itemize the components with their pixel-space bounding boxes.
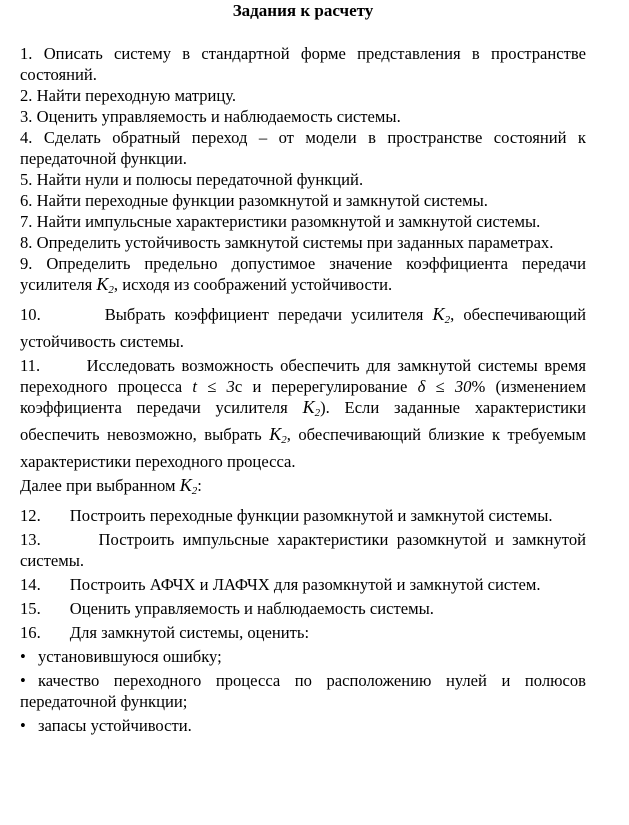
bullet-icon: • <box>20 647 26 666</box>
list-item-15: 15. Оценить управляемость и наблюдаемость системы. <box>20 599 434 618</box>
document-page <box>20 0 586 736</box>
k2-symbol: $K_2$ <box>302 397 321 419</box>
list-item-2: 2. Найти переходную матрицу. <box>20 86 237 105</box>
overshoot-condition: δ ≤ 30 <box>417 377 472 396</box>
k2-symbol: $K_2$ <box>432 304 451 326</box>
k2-symbol: $K_2$ <box>96 274 114 296</box>
spacer <box>20 26 586 43</box>
bullet-item: • запасы устойчивости. <box>20 716 192 735</box>
list-item-10: 10. Выбрать коэффициент передачи усилителя $K_2$, обеспечивающий устойчивость системы. <box>20 304 586 351</box>
list-item-12: 12. Построить переходные функции разомкнутой и замкнутой системы. <box>20 506 553 525</box>
time-condition: t ≤ 3 <box>192 377 235 396</box>
list-item-8: 8. Определить устойчивость замкнутой системы при заданных параметрах. <box>20 233 554 252</box>
list-item-14: 14. Построить АФЧХ и ЛАФЧХ для разомкнутой и замкнутой систем. <box>20 575 541 594</box>
list-item-13: 13. Построить импульсные характеристики разомкнутой и замкнутой системы. <box>20 530 586 570</box>
k2-symbol: $K_2$ <box>179 475 198 497</box>
list-item-6: 6. Найти переходные функции разомкнутой и замкнутой системы. <box>20 191 488 210</box>
page-title: Задания к расчету <box>232 1 374 20</box>
list-item-3: 3. Оценить управляемость и наблюдаемость системы. <box>20 107 401 126</box>
list-item-5: 5. Найти нули и полюсы передаточной функций. <box>20 170 364 189</box>
list-item-1: 1. Описать систему в стандартной форме представления в пространстве состояний. <box>20 44 586 84</box>
bullet-icon: • <box>20 671 26 690</box>
list-item-16: 16. Для замкнутой системы, оценить: <box>20 623 310 642</box>
list-item-7: 7. Найти импульсные характеристики разомкнутой и замкнутой системы. <box>20 212 541 231</box>
further-line: Далее при выбранном $K_2$: <box>20 475 202 497</box>
bullet-icon: • <box>20 716 26 735</box>
list-item-4: 4. Сделать обратный переход – от модели в пространстве состояний к передаточной функции. <box>20 128 586 168</box>
bullet-item: • установившуюся ошибку; <box>20 647 222 666</box>
list-item-9: 9. Определить предельно допустимое значение коэффициента передачи усилителя $K_2$, исходя из соображений устойчивости. <box>20 254 586 296</box>
list-item-11: 11. Исследовать возможность обеспечить для замкнутой системы время переходного процесса t ≤ 3с и перерегулирование δ ≤ 30% (изменением коэффициента передачи усилителя $K_2$). Если заданные характеристики обеспечить невозможно, выбрать $K_2$, обеспечивающий близкие к требуемым характеристики переходного процесса. <box>20 356 587 471</box>
bullet-item: • качество переходного процесса по расположению нулей и полюсов передаточной функции; <box>20 671 586 711</box>
k2-symbol: $K_2$ <box>269 424 287 446</box>
